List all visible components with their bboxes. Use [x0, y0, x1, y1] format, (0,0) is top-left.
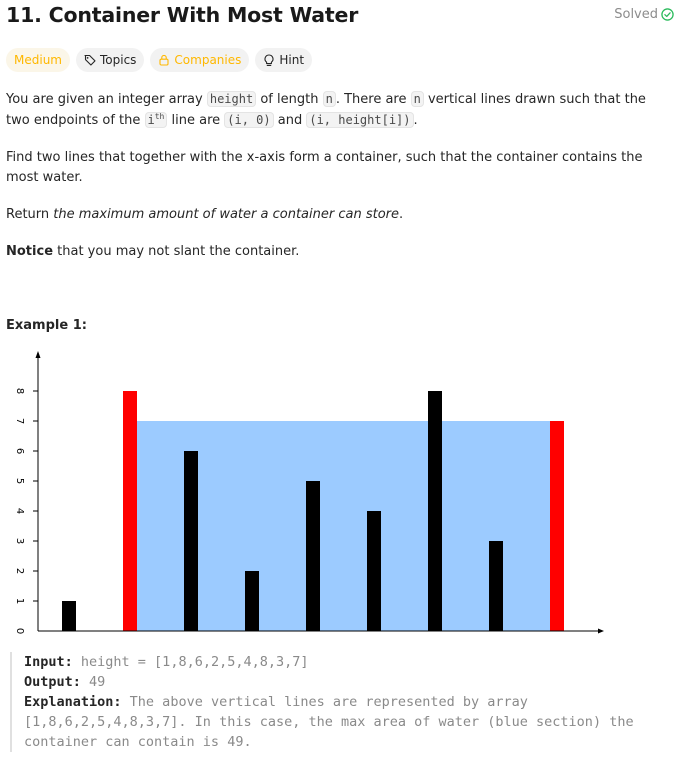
text: . — [399, 207, 404, 222]
lock-icon — [158, 54, 170, 66]
explanation-label: Explanation: — [24, 694, 122, 710]
highlighted-bar — [123, 391, 137, 631]
water-area — [137, 421, 550, 631]
explanation-value: The above vertical lines are represented by array [1,8,6,2,5,4,8,3,7]. In this case, the max area of water (blue section) the container can contain is 49. — [24, 694, 642, 750]
inline-code — [145, 112, 168, 128]
text: that you may not slant the container. — [53, 244, 300, 259]
y-axis-arrow — [36, 351, 41, 358]
inline-code: n — [323, 91, 336, 107]
check-circle-icon — [661, 8, 674, 21]
companies-label: Companies — [174, 53, 242, 67]
text: Return — [6, 207, 54, 222]
difficulty-label: Medium — [14, 53, 62, 67]
hint-label: Hint — [279, 53, 305, 67]
text: of length — [256, 92, 323, 107]
solved-label: Solved — [614, 7, 658, 22]
output-label: Output: — [24, 674, 81, 690]
inline-code: (i, height[i]) — [306, 112, 413, 128]
topics-label: Topics — [99, 53, 137, 67]
input-label: Input: — [24, 654, 73, 670]
tag-row — [6, 48, 312, 72]
bar — [489, 541, 503, 631]
highlighted-bar — [550, 421, 564, 631]
lightbulb-icon — [263, 54, 275, 67]
bar — [428, 391, 442, 631]
y-tick-label: 1 — [14, 597, 25, 605]
bar — [367, 511, 381, 631]
description-paragraph-1 — [6, 89, 666, 131]
y-tick-label: 2 — [14, 567, 25, 575]
inline-code: n — [411, 91, 424, 107]
y-tick-label: 3 — [14, 537, 25, 545]
solved-status — [614, 7, 674, 22]
text: line are — [167, 113, 225, 128]
difficulty-badge — [6, 48, 70, 72]
hint-button[interactable] — [255, 48, 312, 72]
companies-button[interactable] — [150, 48, 249, 72]
x-axis-arrow — [598, 629, 604, 634]
example-block — [10, 652, 670, 752]
inline-code: (i, 0) — [224, 112, 273, 128]
text: You are given an integer array — [6, 92, 207, 107]
text: vertical lines drawn such that the two endpoints of the — [6, 92, 646, 128]
y-tick-label: 5 — [14, 477, 25, 485]
bar — [62, 601, 76, 631]
text: . There are — [335, 92, 411, 107]
example-output — [24, 672, 670, 692]
bar — [306, 481, 320, 631]
y-tick-label: 4 — [14, 507, 25, 515]
description-paragraph-3 — [6, 205, 666, 225]
y-tick-label: 7 — [14, 417, 25, 425]
text: i — [147, 113, 155, 127]
superscript: th — [154, 112, 165, 121]
inline-code: height — [207, 91, 256, 107]
y-tick-label: 8 — [14, 387, 25, 395]
y-tick-label: 0 — [14, 627, 25, 635]
example-explanation — [24, 692, 670, 752]
italic-text: the maximum amount of water a container can store — [53, 207, 399, 222]
tag-icon — [84, 54, 96, 66]
example-title: Example 1: — [6, 318, 87, 333]
bar — [245, 571, 259, 631]
example-input — [24, 652, 670, 672]
y-tick-label: 6 — [14, 447, 25, 455]
output-value: 49 — [80, 674, 106, 690]
topics-button[interactable] — [76, 48, 144, 72]
bold-text: Notice — [6, 244, 54, 259]
description-paragraph-4 — [6, 242, 666, 262]
bar — [184, 451, 198, 631]
container-chart — [0, 348, 620, 640]
input-value: height = [1,8,6,2,5,4,8,3,7] — [72, 654, 309, 670]
text: . — [413, 113, 418, 128]
problem-title: 11. Container With Most Water — [6, 3, 359, 27]
text: and — [273, 113, 307, 128]
description-paragraph-2: Find two lines that together with the x-axis form a container, such that the container contains the most water. — [6, 150, 643, 185]
